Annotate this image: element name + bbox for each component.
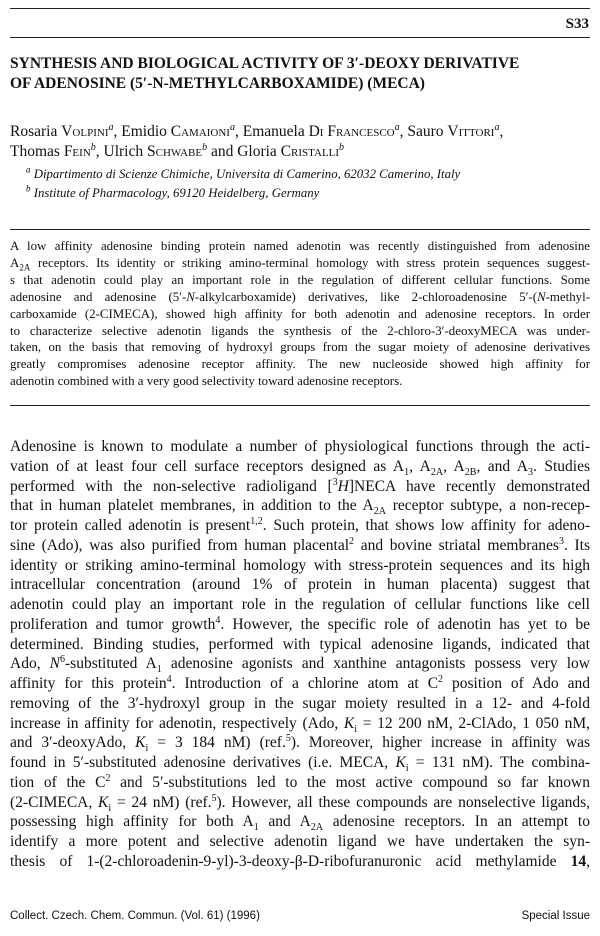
abstract-bottom-rule xyxy=(10,405,590,406)
title-line-2: OF ADENOSINE (5′-N-METHYLCARBOXAMIDE) (MECA) xyxy=(10,75,425,92)
author-line-1: Rosaria Volpini$^a$, Emidio Camaioni$^a$, Emanuela Di Francesco$^a$, Sauro Vittori$^a$, xyxy=(10,121,504,140)
paper-title xyxy=(10,54,590,94)
affiliation-b: $^b$ Institute of Pharmacology, 69120 Heidelberg, Germany xyxy=(26,183,320,200)
author-line-2: Thomas Fein$^b$, Ulrich Schwabe$^b$ and Gloria Cristalli$^b$ xyxy=(10,141,345,160)
journal-citation: Collect. Czech. Chem. Commun. (Vol. 61) (1996) xyxy=(10,910,260,922)
abstract-top-rule xyxy=(10,229,590,230)
affiliation-a: $^a$ Dipartimento di Scienze Chimiche, Universita di Camerino, 62032 Camerino, Italy xyxy=(26,164,461,181)
issue-label: Special Issue xyxy=(521,910,590,922)
affiliations xyxy=(26,165,586,203)
title-line-1: SYNTHESIS AND BIOLOGICAL ACTIVITY OF 3′-DEOXY DERIVATIVE xyxy=(10,55,520,72)
body-text: Adenosine is known to modulate a number of physiological functions through the acti- vation of at least four cell surface receptors designed as $A_1$, $A_{2A}$, $A_{2B}$, and $A_3$. Studies performed with the non-selective radioligand [$^3$H]NECA have recently demonstrated that in human platelet membranes, in addition to the $A_{2A}$ receptor subtype, a non-recep- tor protein called adenotin is present$^{1,2}$. Such protein, that shows low affinity for adeno- sine (Ado), was also purified from human placental$^2$ and bovine striatal membranes$^3$. Its identity or striking amino-terminal homology with stress-protein sequences and its high intracellular concentration (around 1% of protein in human placenta) suggest that adenotin could play an important role in the regulation of cellular functions like cell proliferation and tumor growth$^4$. However, the specific role of adenotin has yet to be determined. Binding studies, performed with typical adenosine ligands, indicated that Ado, $N^6$-substituted $A_1$ adenosine agonists and xanthine antagonists possess very low affinity for this protein$^4$. Introduction of a chlorine atom at $C^2$ position of Ado and removing of the 3′-hydroxyl group in the sugar moiety resulted in a 12- and 4-fold increase in affinity for adenotin, respectively (Ado, $K_i = 12$ 200 nM, 2-ClAdo, 1 050 nM, and 3′-deoxyAdo, $K_i = 3$ 184 nM) (ref.$^5$). Moreover, higher increase in affinity was found in 5′-substituted adenosine derivatives (i.e. MECA, $K_i = 131$ nM). The combina- tion of the $C^2$ and 5′-substitutions led to the most active compound so far known (2-CIMECA, $K_i = 24$ nM) (ref.$^5$). However, all these compounds are nonselective ligands, possessing high affinity for both $A_1$ and $A_{2A}$ adenosine receptors. In an attempt to identify a more potent and selective adenotin ligand we have undertaken the syn- thesis of 1-(2-chloroadenin-9-yl)-3-deoxy-β-D-ribofuranuronic acid methylamide 14, xyxy=(10,438,591,870)
top-rule xyxy=(10,8,590,9)
abstract: A low affinity adenosine binding protein named adenotin was recently distinguished from adenosine $A_{2A}$ receptors. Its identity or striking amino-terminal homology with stress protein sequences suggest- s that adenotin could play an important role in the regulation of different cellular functions. Some adenosine and adenosine (5′-N-alkylcarboxamide) derivatives, like 2-chloroadenosine 5′-(N-methyl- carboxamide (2-CIMECA), showed high affinity for both adenotin and adenosine receptors. In order to characterize selective adenotin ligands the synthesis of the 2-chloro-3′-deoxyMECA was under- taken, on the basis that removing of hydroxyl groups from the sugar moiety of adenosine derivatives greatly compromises adenosine receptor affinity. The new nucleoside showed high affinity for adenotin combined with a very good selectivity toward adenosine receptors. xyxy=(10,239,590,389)
page-number: S33 xyxy=(565,16,589,32)
author-list xyxy=(10,122,590,162)
header-rule xyxy=(10,37,590,38)
